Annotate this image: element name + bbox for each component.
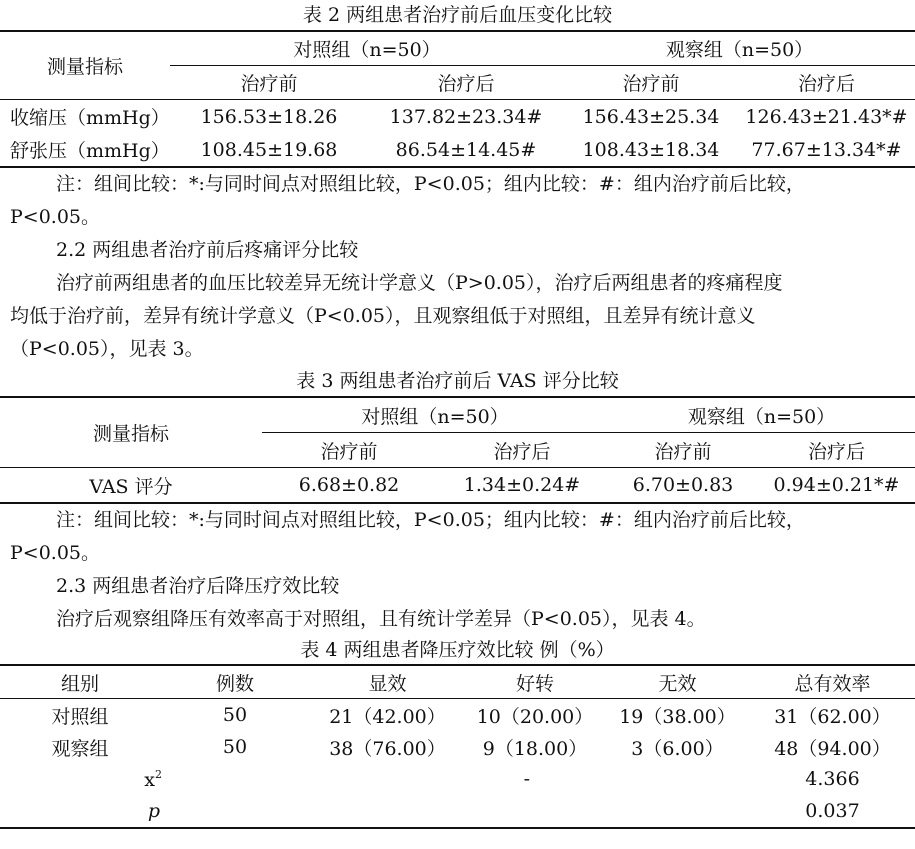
- table-cell: 38（76.00）: [329, 737, 446, 760]
- table-cell: 50: [222, 704, 248, 726]
- chi-square-label: [0, 763, 310, 795]
- table2-observe-before-header: 治疗前: [564, 66, 738, 100]
- section23-para-line1: 治疗后观察组降压有效率高于对照组，且有统计学差异（P<0.05），见表 4。: [56, 608, 706, 630]
- table-cell: 对照组: [51, 705, 109, 728]
- chi-mid-dash: -: [523, 768, 530, 790]
- table4-header-total: 总有效率: [750, 665, 915, 699]
- table2-note-line1: 注：组间比较：*:与同时间点对照组比较，P<0.05；组内比较：#：组内治疗前后比较，: [56, 173, 805, 195]
- table-cell: 19（38.00）: [619, 705, 736, 728]
- table3-caption: 表 3 两组患者治疗前后 VAS 评分比较: [296, 370, 619, 392]
- table-cell: 31（62.00）: [774, 705, 891, 728]
- table-row: [0, 763, 915, 795]
- section22-para-line2: 均低于治疗前，差异有统计学意义（P<0.05），且观察组低于对照组，且差异有统计意义: [10, 305, 756, 327]
- table2-control-header: 对照组（n=50）: [170, 31, 564, 66]
- table2-observe-after-header: 治疗后: [738, 66, 915, 100]
- row-label: VAS 评分: [89, 475, 173, 498]
- table-cell: 6.70±0.83: [632, 474, 734, 496]
- table2-caption: 表 2 两组患者治疗前后血压变化比较: [302, 4, 613, 26]
- row-label: 舒张压（mmHg）: [10, 140, 170, 162]
- table-row: [0, 133, 915, 167]
- table-cell: 3（6.00）: [631, 737, 724, 760]
- table-cell: [310, 795, 605, 828]
- table3-control-header: 对照组（n=50）: [262, 397, 608, 433]
- table-row: [0, 699, 915, 732]
- chi-symbol: x: [144, 768, 155, 791]
- table-cell: 156.43±25.34: [582, 105, 720, 128]
- table-cell: 77.67±13.34*#: [751, 138, 902, 161]
- table3-observe-before-header: 治疗前: [608, 433, 758, 468]
- table2: [0, 30, 915, 168]
- table4-header-marked: 显效: [310, 665, 465, 699]
- table3-metric-header: 测量指标: [0, 397, 262, 468]
- table4-header-count: 例数: [160, 665, 310, 699]
- table2-control-after-header: 治疗后: [368, 66, 564, 100]
- table-cell: 86.54±14.45#: [395, 138, 537, 161]
- table2-control-before-header: 治疗前: [170, 66, 368, 100]
- row-label: 收缩压（mmHg）: [10, 107, 170, 129]
- table-cell: 156.53±18.26: [200, 105, 338, 128]
- table-cell: 1.34±0.24#: [463, 474, 581, 496]
- table3-control-after-header: 治疗后: [436, 433, 608, 468]
- table-cell: 10（20.00）: [476, 705, 594, 728]
- section22-para-line1: 治疗前两组患者的血压比较差异无统计学意义（P>0.05），治疗后两组患者的疼痛程度: [56, 272, 783, 294]
- chi-square-value: 4.366: [805, 768, 860, 790]
- table-cell: 108.45±19.68: [200, 138, 338, 161]
- p-value: 0.037: [805, 800, 860, 822]
- table4-header-ineffective: 无效: [605, 665, 750, 699]
- table3-note-line2: P<0.05。: [10, 542, 101, 564]
- p-symbol: p: [147, 800, 160, 822]
- p-label: [0, 795, 310, 828]
- table3-control-before-header: 治疗前: [262, 433, 436, 468]
- table-row: [0, 795, 915, 828]
- table3: [0, 396, 915, 504]
- table2-metric-header: 测量指标: [0, 31, 170, 100]
- table2-observe-header: 观察组（n=50）: [564, 31, 915, 66]
- table4-header-improved: 好转: [465, 665, 605, 699]
- table4-header-group: 组别: [0, 665, 160, 699]
- table-cell: 137.82±23.34#: [389, 105, 543, 128]
- table4: [0, 664, 915, 829]
- table-cell: 50: [222, 736, 248, 758]
- table-cell: 6.68±0.82: [298, 474, 400, 496]
- table-cell: 48（94.00）: [774, 737, 891, 760]
- table-cell: 9（18.00）: [482, 737, 588, 760]
- table-row: [0, 731, 915, 763]
- section23-heading: 2.3 两组患者治疗后降压疗效比较: [56, 575, 340, 597]
- table-cell: [605, 795, 750, 828]
- table-cell: 观察组: [51, 737, 109, 760]
- chi-superscript: 2: [155, 767, 162, 781]
- table4-caption: 表 4 两组患者降压疗效比较 例（%）: [300, 639, 615, 661]
- section22-heading: 2.2 两组患者治疗前后疼痛评分比较: [56, 239, 359, 261]
- table3-observe-after-header: 治疗后: [758, 433, 915, 468]
- table-cell: [605, 763, 750, 795]
- table-cell: 108.43±18.34: [582, 138, 720, 161]
- section22-para-line3: （P<0.05），见表 3。: [10, 338, 204, 360]
- table2-note-line2: P<0.05。: [10, 206, 101, 228]
- table-cell: 21（42.00）: [329, 705, 446, 728]
- table3-note-line1: 注：组间比较：*:与同时间点对照组比较，P<0.05；组内比较：#：组内治疗前后比较，: [56, 509, 805, 531]
- table-cell: 126.43±21.43*#: [745, 105, 908, 128]
- table-cell: 0.94±0.21*#: [773, 474, 900, 496]
- table-row: [0, 100, 915, 134]
- table-row: [0, 468, 915, 504]
- table3-observe-header: 观察组（n=50）: [608, 397, 915, 433]
